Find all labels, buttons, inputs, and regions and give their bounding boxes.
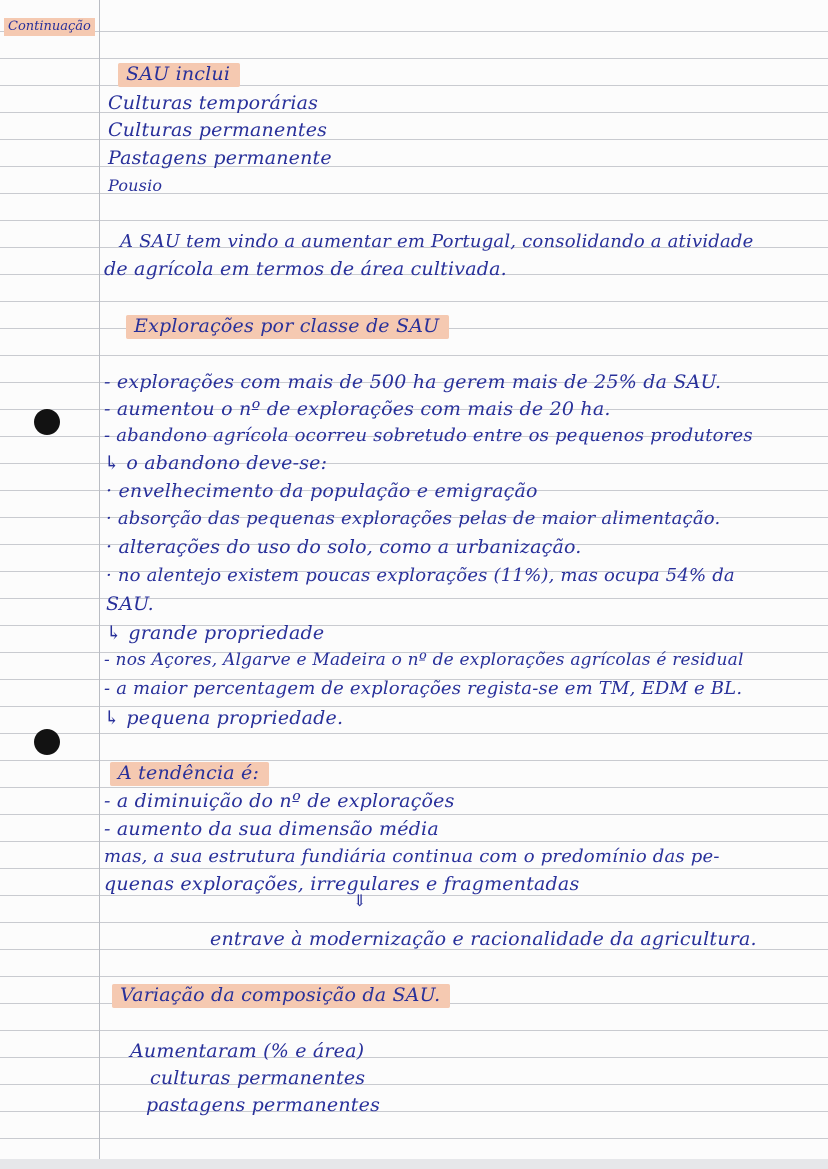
note-line: ↳ grande propriedade [106, 622, 325, 644]
note-line: - explorações com mais de 500 ha gerem mais de 25% da SAU. [104, 371, 722, 393]
arrow-down-icon: ⇓ [353, 891, 367, 910]
note-line: - a diminuição do nº de explorações [104, 790, 455, 812]
punch-hole-icon [34, 409, 60, 435]
continuation-tag: Continuação [4, 18, 95, 36]
note-line: · absorção das pequenas explorações pelas de maior alimentação. [106, 508, 721, 529]
list-item: culturas permanentes [150, 1067, 366, 1089]
paragraph-line: A SAU tem vindo a aumentar em Portugal, consolidando a atividade [120, 231, 754, 252]
note-line: ↳ o abandono deve-se: [104, 452, 328, 474]
list-item: pastagens permanentes [146, 1094, 381, 1116]
note-line: mas, a sua estrutura fundiária continua com o predomínio das pe- [104, 846, 720, 867]
list-item: Pastagens permanente [108, 147, 332, 169]
note-line: · no alentejo existem poucas explorações (11%), mas ocupa 54% da [106, 565, 735, 586]
list-item: Pousio [108, 176, 163, 195]
list-item: Culturas permanentes [108, 119, 328, 141]
note-line: - aumentou o nº de explorações com mais de 20 ha. [104, 398, 611, 420]
section4-title-text: Variação da composição da SAU. [112, 984, 450, 1008]
conclusion-line: entrave à modernização e racionalidade da agricultura. [210, 928, 757, 950]
note-line: - aumento da sua dimensão média [104, 818, 439, 840]
note-line: quenas explorações, irregulares e fragmentadas [104, 873, 580, 895]
note-line: - a maior percentagem de explorações regista-se em TM, EDM e BL. [104, 678, 743, 699]
section3-title-text: A tendência é: [110, 762, 269, 786]
note-line: ↳ pequena propriedade. [104, 707, 344, 729]
note-line: SAU. [106, 593, 154, 615]
margin-line [99, 0, 100, 1169]
note-line: · alterações do uso do solo, como a urbanização. [106, 536, 582, 558]
section2-title-text: Explorações por classe de SAU [126, 315, 449, 339]
paragraph-line: de agrícola em termos de área cultivada. [104, 258, 507, 280]
note-line: · envelhecimento da população e emigração [106, 480, 538, 502]
section4-title [112, 983, 450, 1007]
punch-hole-icon [34, 729, 60, 755]
note-line: - abandono agrícola ocorreu sobretudo entre os pequenos produtores [104, 425, 753, 446]
section1-title-text: SAU inclui [118, 63, 240, 87]
note-line: - nos Açores, Algarve e Madeira o nº de explorações agrícolas é residual [104, 650, 744, 670]
section3-title [110, 761, 269, 785]
section4-subtitle: Aumentaram (% e área) [130, 1040, 365, 1062]
page-bottom-band [0, 1159, 828, 1169]
section1-title [118, 62, 240, 86]
section2-title [126, 314, 449, 338]
list-item: Culturas temporárias [108, 92, 319, 114]
